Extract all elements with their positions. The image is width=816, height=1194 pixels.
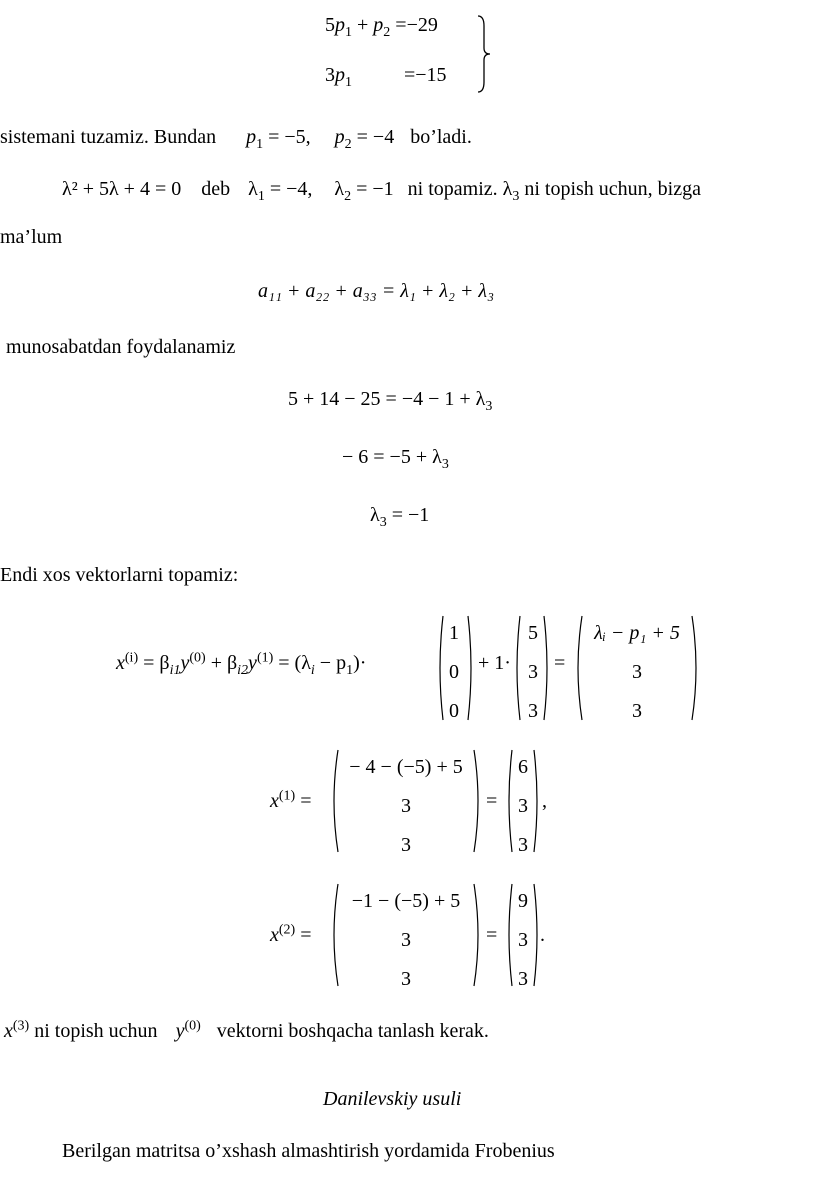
trace-formula: a₁₁ + a₂₂ + a₃₃ = λ₁ + λ₂ + λ₃	[258, 280, 495, 302]
x2-equals: =	[486, 924, 498, 946]
paragraph-last: Berilgan matritsa o’xshash almashtirish yordamida Frobenius	[62, 1140, 555, 1162]
paragraph-line-2: λ² + 5λ + 4 = 0 deb $\lambda_1 = -4$, $\lambda_2 = -1$ ni topamiz. $\lambda_3$ ni topish uchun, bizga	[62, 178, 701, 204]
vector1: 1 0 0	[449, 622, 459, 722]
vector3-right-paren	[690, 614, 702, 722]
x1-tail: ,	[542, 790, 547, 812]
system-row-1: $5p_1 + p_2 =-29$	[325, 14, 438, 40]
vector3: λᵢ − p₁ + 5 3 3	[594, 622, 680, 722]
system-brace	[476, 14, 492, 94]
vector1-right-paren	[466, 614, 476, 722]
x1-equals: =	[486, 790, 498, 812]
x2-matrix: −1 − (−5) + 5 3 3	[351, 890, 461, 990]
system-row-2: $3p_1 =-15$	[325, 64, 447, 90]
paragraph-x3-note: $x^{(3)}$ ni topish uchun $y^{(0)}$ vektorni boshqacha tanlash kerak.	[4, 1018, 489, 1042]
x1-right-paren	[472, 748, 484, 854]
paragraph-line-1: sistemani tuzamiz. Bundan $p_1 = -5$, $p_2 = -4$ bo’ladi.	[0, 126, 472, 152]
x2-tail: .	[540, 924, 545, 946]
x1-matrix: − 4 − (−5) + 5 3 3	[349, 756, 463, 856]
general-formula-lhs: $x^{(i)} = \beta_{i1}y^{(0)} + \beta_{i2}y^{(1)} = (\lambda_i - p_1)\cdot$	[116, 650, 367, 678]
x1-result-right-paren	[532, 748, 542, 854]
vector2: 5 3 3	[528, 622, 538, 722]
x1-lhs: $x^{(1)}$ =	[270, 788, 312, 812]
calc-line-3: $\lambda_3 = -1$	[370, 504, 430, 530]
paragraph-line-3: ma’lum	[0, 226, 63, 248]
section-heading: Danilevskiy usuli	[323, 1088, 462, 1110]
vector2-right-paren	[542, 614, 552, 722]
x2-result: 9 3 3	[518, 890, 528, 990]
calc-line-2: − $6 = -5 + \lambda_3$	[342, 446, 449, 472]
paragraph-line-4: munosabatdan foydalanamiz	[6, 336, 236, 358]
plus-one: + 1·	[478, 652, 511, 674]
x2-lhs: $x^{(2)}$ =	[270, 922, 312, 946]
paragraph-endi: Endi xos vektorlarni topamiz:	[0, 564, 239, 586]
x2-right-paren	[472, 882, 484, 988]
x1-result: 6 3 3	[518, 756, 528, 856]
equals-3: =	[554, 652, 566, 674]
calc-line-1: $5 + 14 - 25 = -4 - 1 + \lambda_3$	[288, 388, 493, 414]
